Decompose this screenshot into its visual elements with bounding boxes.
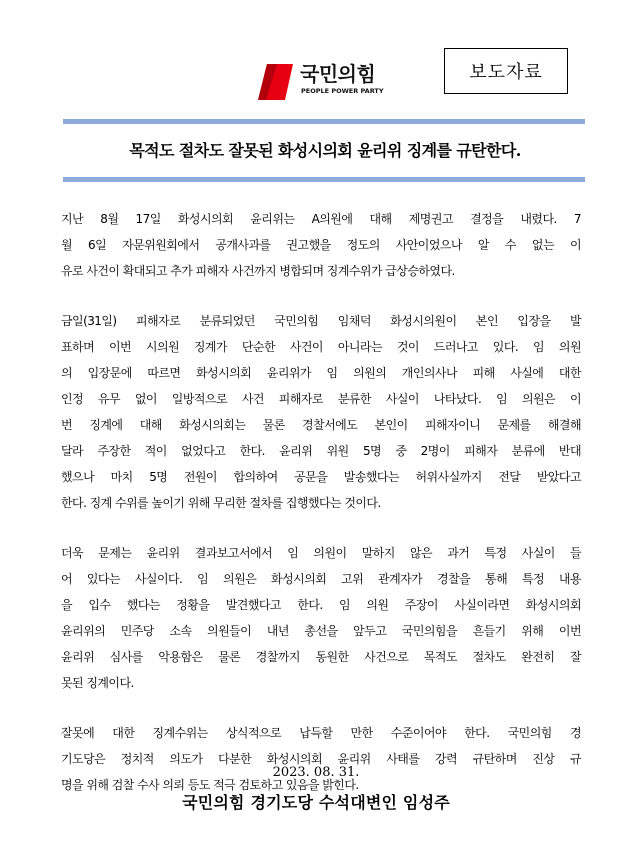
paragraph-line: 잘못에 대한 징계수위는 상식적으로 납득할 만한 수준이어야 한다. 국민의힘 경: [61, 726, 581, 740]
press-release-label: 보도자료: [444, 48, 568, 94]
paragraph-3: [61, 540, 581, 696]
paragraph-1: [61, 206, 581, 284]
release-date: 2023. 08. 31.: [272, 765, 360, 780]
paragraph-line: 월 6일 자문위원회에서 공개사과를 권고했을 정도의 사안이었으나 알 수 없는 이: [61, 238, 581, 252]
paragraph-line: 의 입장문에 따르면 화성시의회 윤리위가 임 의원의 개인의사나 피해 사실에 대한: [61, 366, 581, 380]
paragraph-line: 명을 위해 검찰 수사 의뢰 등도 적극 검토하고 있음을 밝힌다.: [61, 778, 359, 792]
paragraph-line: 표하며 이번 시의원 징계가 단순한 사건이 아니라는 것이 드러나고 있다. 임 의원: [61, 340, 581, 354]
top-rule: [63, 119, 585, 124]
party-logo-mark-icon: [255, 60, 295, 104]
signer: 국민의힘 경기도당 수석대변인 임성주: [182, 793, 450, 812]
paragraph-line: 지난 8월 17일 화성시의회 윤리위는 A의원에 대해 제명권고 결정을 내렸다. 7: [61, 212, 581, 226]
paragraph-4: [61, 720, 581, 798]
party-logo-text: 국민의힘: [300, 62, 376, 86]
paragraph-line: 못된 징계이다.: [61, 676, 134, 690]
paragraph-line: 어 있다는 사실이다. 임 의원은 화성시의회 고위 관계자가 경찰을 통해 특정 내용: [61, 572, 581, 586]
headline: 목적도 절차도 잘못된 화성시의회 윤리위 징계를 규탄한다.: [129, 141, 521, 160]
paragraph-2: [61, 308, 581, 516]
paragraph-line: 달라 주장한 적이 없었다고 한다. 윤리위 위원 5명 중 2명이 피해자 분류에 반대: [61, 444, 581, 458]
paragraph-line: 인정 유무 없이 일방적으로 사건 피해자로 분류한 사실이 나타났다. 임 의원은 이: [61, 392, 581, 406]
paragraph-line: 을 입수 했다는 정황을 발견했다고 한다. 임 의원 주장이 사실이라면 화성시의회: [61, 598, 581, 612]
paragraph-line: 유로 사건이 확대되고 추가 피해자 사건까지 병합되며 징계수위가 급상승하였다.: [61, 264, 455, 278]
paragraph-line: 윤리위 심사를 악용함은 물론 경찰까지 동원한 사건으로 목적도 절차도 완전히 잘: [61, 650, 581, 664]
paragraph-line: 기도당은 정치적 의도가 다분한 화성시의회 윤리위 사태를 강력 규탄하며 진상 규: [61, 752, 581, 766]
paragraph-line: 번 징계에 대해 화성시의회는 물론 경찰서에도 본인이 피해자이니 문제를 해결해: [61, 418, 581, 432]
paragraph-line: 금일(31일) 피해자로 분류되었던 국민의힘 임채덕 화성시의원이 본인 입장을 발: [61, 314, 581, 328]
bottom-rule: [63, 177, 585, 182]
paragraph-line: 더욱 문제는 윤리위 결과보고서에서 임 의원이 말하지 않은 과거 특정 사실이 들: [61, 546, 581, 560]
body-text: [61, 206, 581, 822]
paragraph-line: 한다. 징계 수위를 높이기 위해 무리한 절차를 집행했다는 것이다.: [61, 496, 381, 510]
paragraph-line: 윤리위의 민주당 소속 의원들이 내년 총선을 앞두고 국민의힘을 흔들기 위해 이번: [61, 624, 581, 638]
paragraph-line: 했으나 마치 5명 전원이 합의하여 공문을 발송했다는 허위사실까지 전달 받았다고: [61, 470, 581, 484]
party-logo: [255, 58, 395, 108]
party-logo-subtext: PEOPLE POWER PARTY: [301, 87, 384, 95]
